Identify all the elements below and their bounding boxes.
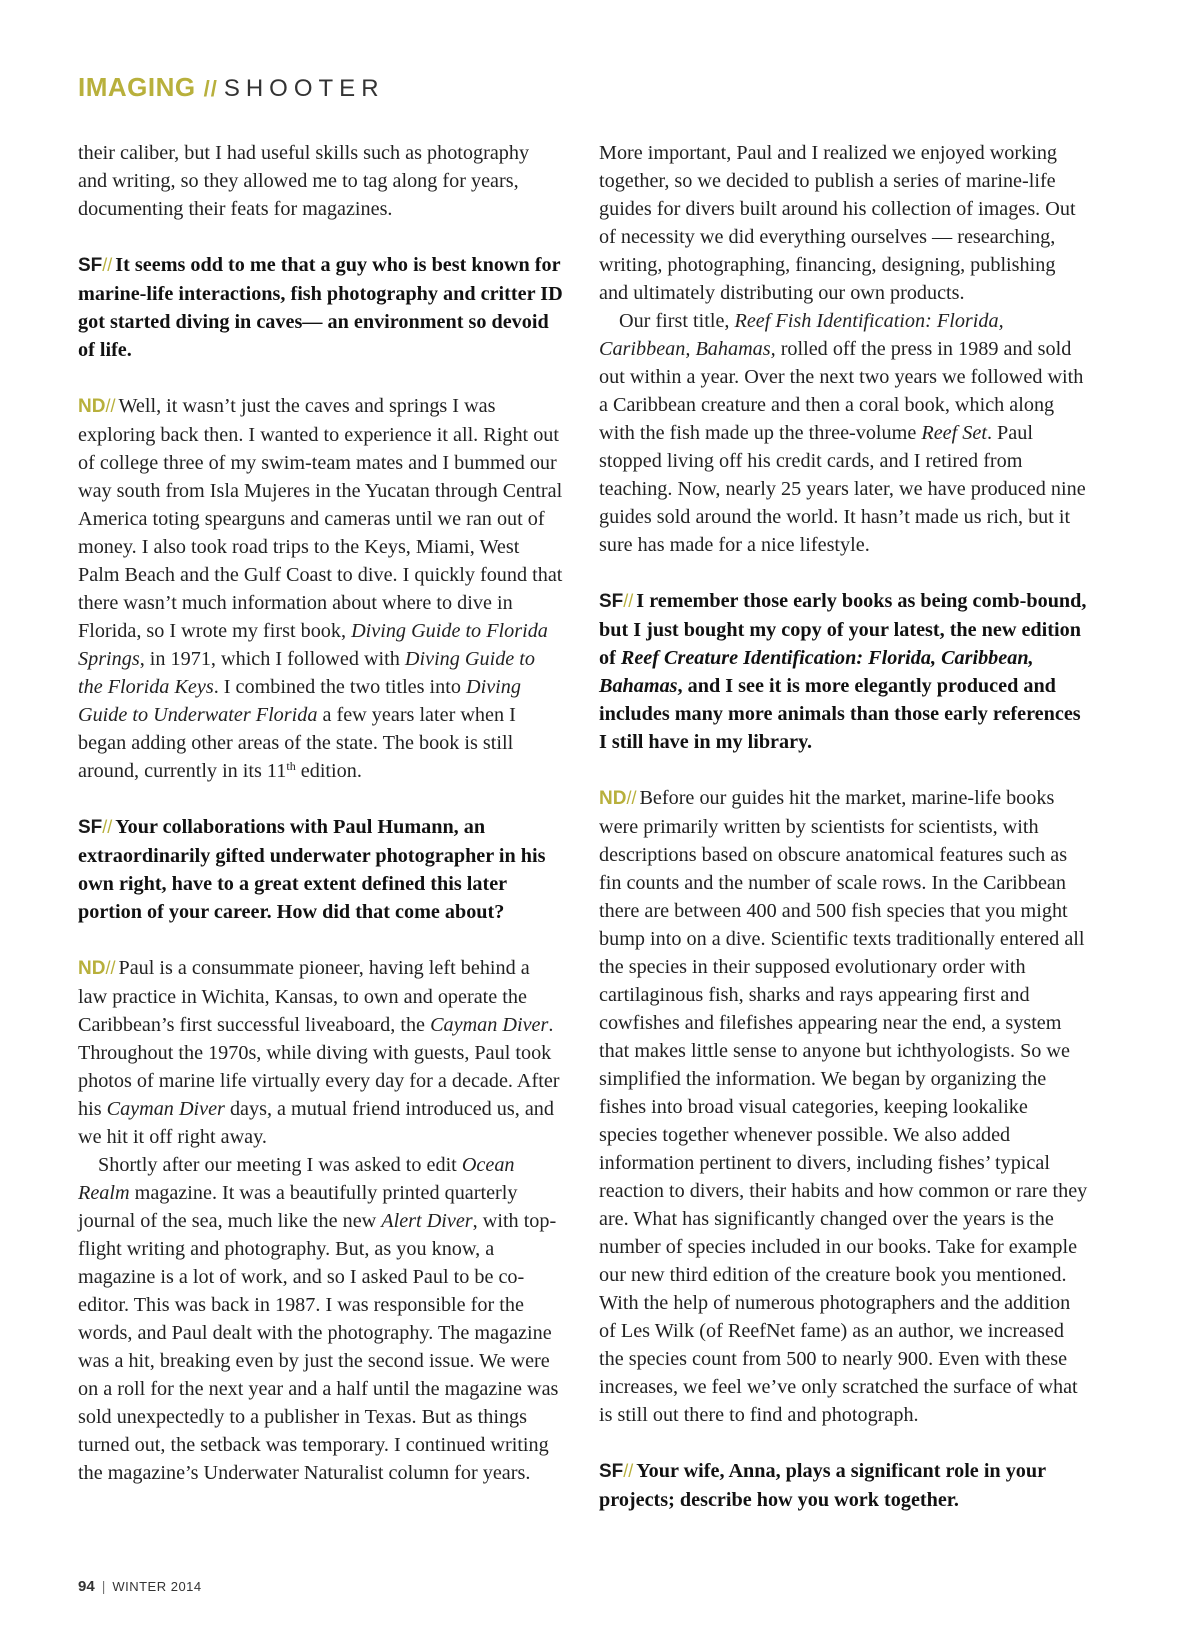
answer <box>599 784 1089 1429</box>
question <box>78 251 563 364</box>
answer-text: rolled off the press in 1989 and sold out within a year. Over the next two years we followed with a Caribbean creature and then a coral book, which along with the fish made up the three-volume <box>599 338 1084 444</box>
answer-text: . Throughout the 1970s, while diving with guests, Paul took photos of marine life virtually every day for a decade. After his <box>78 1014 560 1120</box>
book-title: Diving Guide to Florida Springs <box>78 620 548 670</box>
subsection-title: SHOOTER <box>223 75 385 102</box>
tag-slashes: // <box>102 255 113 275</box>
paragraph <box>599 307 1089 559</box>
tag-slashes: // <box>105 396 116 416</box>
magazine-title: Alert Diver <box>381 1210 473 1232</box>
sf-tag: SF <box>599 1461 624 1482</box>
tag-slashes: // <box>105 958 116 978</box>
paragraph: More important, Paul and I realized we enjoyed working together, so we decided to publish a series of marine-life guides for divers built around his collection of images. Out of necessity we did everything ourselves — researching, writing, photographing, financing, designing, publishing and ultimately distributing our own products. <box>599 142 1076 304</box>
answer-text: edition. <box>295 760 362 782</box>
nd-tag: ND <box>78 958 106 979</box>
question <box>599 587 1089 756</box>
section-title: IMAGING <box>78 72 196 102</box>
nd-tag: ND <box>599 788 627 809</box>
answer-text: a few years later when I began adding other areas of the state. The book is still around, currently in its 11 <box>78 704 516 782</box>
answer-text: Our first title, <box>619 310 735 332</box>
question-text: , and I see it is more elegantly produced and includes many more animals than those early references I still have in my library. <box>599 675 1081 753</box>
question <box>78 813 563 926</box>
book-title: Reef Fish Identification: Florida, Caribbean, Bahamas, <box>599 310 1004 360</box>
tag-slashes: // <box>623 591 634 611</box>
book-title: Diving Guide to the Florida Keys <box>78 648 535 698</box>
question-text: Your wife, Anna, plays a significant role in your projects; describe how you work together. <box>599 1460 1046 1511</box>
tag-slashes: // <box>626 788 637 808</box>
answer-text: Shortly after our meeting I was asked to edit <box>98 1154 462 1176</box>
answer-text: Before our guides hit the market, marine-life books were primarily written by scientists for scientists, with descriptions based on obscure anatomical features such as fin counts and the number of scale rows. In the Caribbean there are between 400 and 500 fish species that you might bump into on a dive. Scientific texts traditionally entered all the species in their supposed evolutionary order with cartilaginous fish, sharks and rays appearing first and cowfishes and filefishes appearing near the end, a system that makes little sense to anyone but ichthyologists. So we simplified the information. We began by organizing the fishes into broad visual categories, keeping lookalike species together whenever possible. We also added information pertinent to divers, including fishes’ typical reaction to divers, their habits and how common or rare they are. What has significantly changed over the years is the number of species included in our books. Take for example our new third edition of the creature book you mentioned. With the help of numerous photographers and the addition of Les Wilk (of ReefNet fame) as an author, we increased the species count from 500 to nearly 900. Even with these increases, we feel we’ve only scratched the surface of what is still out there to find and photograph. <box>599 787 1088 1426</box>
magazine-title: Ocean Realm <box>78 1154 515 1204</box>
paragraph <box>78 1151 563 1487</box>
tag-slashes: // <box>623 1461 634 1481</box>
answer-text: Well, it wasn’t just the caves and springs I was exploring back then. I wanted to experience it all. Right out of college three of my swim-team mates and I bummed our way south from Isla Mujeres in the Yucatan through Central America toting spearguns and cameras until we ran out of money. I also took road trips to the Keys, Miami, West Palm Beach and the Gulf Coast to dive. I quickly found that there wasn’t much information about where to dive in Florida, so I wrote my first book, <box>78 395 563 642</box>
page-number: 94 <box>78 1578 95 1595</box>
tag-slashes: // <box>102 817 113 837</box>
left-column <box>78 139 563 1487</box>
right-column <box>599 139 1089 1514</box>
answer-text: , with top-flight writing and photography. But, as you know, a magazine is a lot of work, and so I asked Paul to be co-editor. This was back in 1987. I was responsible for the words, and Paul dealt with the photography. The magazine was a hit, breaking even by just the second issue. We were on a roll for the next year and a half until the magazine was sold unexpectedly to a publisher in Texas. But as things turned out, the setback was temporary. I continued writing the magazine’s Underwater Naturalist column for years. <box>78 1210 559 1484</box>
book-title: Reef Creature Identification: Florida, Caribbean, Bahamas <box>599 647 1034 697</box>
sf-tag: SF <box>78 817 103 838</box>
answer-text: magazine. It was a beautifully printed quarterly journal of the sea, much like the new <box>78 1182 518 1232</box>
book-title: Reef Set <box>921 422 987 444</box>
answer <box>78 954 563 1151</box>
answer-text: , in 1971, which I followed with <box>139 648 405 670</box>
question-text: Your collaborations with Paul Humann, an extraordinarily gifted underwater photographer in his own right, have to a great extent defined this later portion of your career. How did that come about? <box>78 816 546 923</box>
vessel-name: Cayman Diver <box>430 1014 549 1036</box>
answer-text: . Paul stopped living off his credit cards, and I retired from teaching. Now, nearly 25 years later, we have produced nine guides sold around the world. It hasn’t made us rich, but it sure has made for a nice lifestyle. <box>599 422 1086 556</box>
nd-tag: ND <box>78 396 106 417</box>
question <box>599 1457 1089 1514</box>
paragraph: their caliber, but I had useful skills such as photography and writing, so they allowed me to tag along for years, documenting their feats for magazines. <box>78 142 530 220</box>
footer-divider: | <box>101 1578 106 1594</box>
book-title: Diving Guide to Underwater Florida <box>78 676 521 726</box>
vessel-name: Cayman Diver <box>106 1098 225 1120</box>
sf-tag: SF <box>599 591 624 612</box>
issue-label: WINTER 2014 <box>112 1579 202 1594</box>
page-footer <box>78 1578 202 1596</box>
page-header <box>78 72 385 103</box>
sf-tag: SF <box>78 255 103 276</box>
answer-text: . I combined the two titles into <box>213 676 466 698</box>
header-slashes: // <box>203 76 218 101</box>
answer <box>78 392 563 785</box>
question-text: It seems odd to me that a guy who is best known for marine-life interactions, fish photography and critter ID got started diving in caves— an environment so devoid of life. <box>78 254 563 361</box>
answer-text: days, a mutual friend introduced us, and we hit it off right away. <box>78 1098 554 1148</box>
ordinal-suffix: th <box>286 759 296 773</box>
answer-text: Paul is a consummate pioneer, having left behind a law practice in Wichita, Kansas, to own and operate the Caribbean’s first successful liveaboard, the <box>78 957 530 1036</box>
question-text: I remember those early books as being comb-bound, but I just bought my copy of your latest, the new edition of <box>599 590 1087 669</box>
